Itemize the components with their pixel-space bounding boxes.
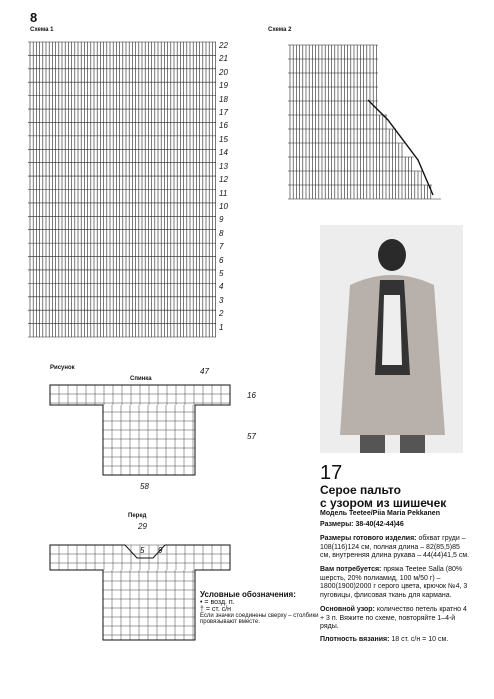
back-dim-top: 47: [200, 367, 209, 376]
legend: [200, 590, 320, 625]
article-sizes: Размеры: 38-40(42-44)46: [320, 521, 404, 528]
front-dim-top: 29: [138, 522, 147, 531]
model-photo: [320, 225, 463, 453]
scheme1-row-number: 18: [219, 94, 228, 104]
scheme1-row-number: 22: [219, 41, 228, 50]
materials: Вам потребуется: пряжа Teetee Salla (80% шерсть, 20% полиамид, 100 м/50 г) – 1800(1900)2000 г серого цвета, крючок №4, 3 пуговицы, флисовая ткань для кармана.: [320, 566, 468, 599]
gauge: Плотность вязания: 18 ст. с/н = 10 см.: [320, 636, 449, 643]
scheme1-row-number: 16: [219, 121, 228, 131]
scheme1-row-number: 1: [219, 322, 224, 332]
legend-item-chain: • = возд. п.: [200, 599, 235, 606]
legend-note: Если значки соединены сверху – столбики провязывают вместе.: [200, 613, 319, 625]
scheme1-row-number: 5: [219, 268, 224, 278]
scheme1-row-number: 13: [219, 161, 228, 171]
front-dim-5: 5: [140, 546, 145, 555]
article-model: Модель Teetee/Piia Maria Pekkanen: [320, 510, 440, 517]
front-label: Перед: [128, 513, 147, 519]
scheme1-label: Схема 1: [30, 27, 54, 33]
back-label: Спинка: [130, 376, 152, 382]
article-title-1: Серое пальто: [320, 483, 401, 497]
scheme1-row-number: 15: [219, 134, 228, 144]
scheme1-row-number: 7: [219, 242, 224, 252]
scheme1-row-number: 2: [219, 309, 224, 319]
scheme1-row-number: 3: [219, 295, 224, 305]
back-dim-right-top: 16: [247, 391, 256, 400]
scheme2-label: Схема 2: [268, 27, 292, 33]
scheme1-row-number: 19: [219, 81, 228, 91]
scheme1-row-number: 10: [219, 201, 228, 211]
scheme1-row-number: 6: [219, 255, 224, 265]
article-title-2: с узором из шишечек: [320, 496, 447, 510]
legend-item-dc: † = ст. с/н: [200, 606, 232, 613]
scheme2-chart: [288, 40, 468, 210]
drawing-label: Рисунок: [50, 365, 75, 371]
page-number: 8: [30, 10, 38, 25]
main-pattern: Основной узор: количество петель кратно 4 + 3 п. Вяжите по схеме, повторяйте 1–4-й ряды.: [320, 606, 467, 630]
scheme1-row-number: 4: [219, 282, 224, 292]
scheme1-row-number: 11: [219, 188, 228, 198]
scheme1-row-number: 14: [219, 148, 228, 158]
scheme1-row-number: 12: [219, 175, 228, 185]
article-number: 17: [320, 462, 343, 484]
article-header: [320, 462, 470, 510]
scheme1-chart: [28, 40, 218, 340]
legend-title: Условные обозначения:: [200, 590, 296, 599]
finished-sizes: Размеры готового изделия: обхват груди – 108(116)124 см, полная длина – 82(85,5)85 см, внутренняя длина рукава – 44(44)41,5 см.: [320, 535, 470, 559]
scheme1-row-number: 20: [219, 67, 228, 77]
front-dim-9: 9: [158, 546, 163, 555]
scheme1-row-number: 8: [219, 228, 224, 238]
back-dim-right: 57: [247, 432, 256, 441]
scheme1-row-number: 21: [219, 54, 228, 64]
back-dim-bottom: 58: [140, 482, 149, 491]
scheme1-row-number: 9: [219, 215, 224, 225]
scheme1-row-number: 17: [219, 108, 228, 118]
